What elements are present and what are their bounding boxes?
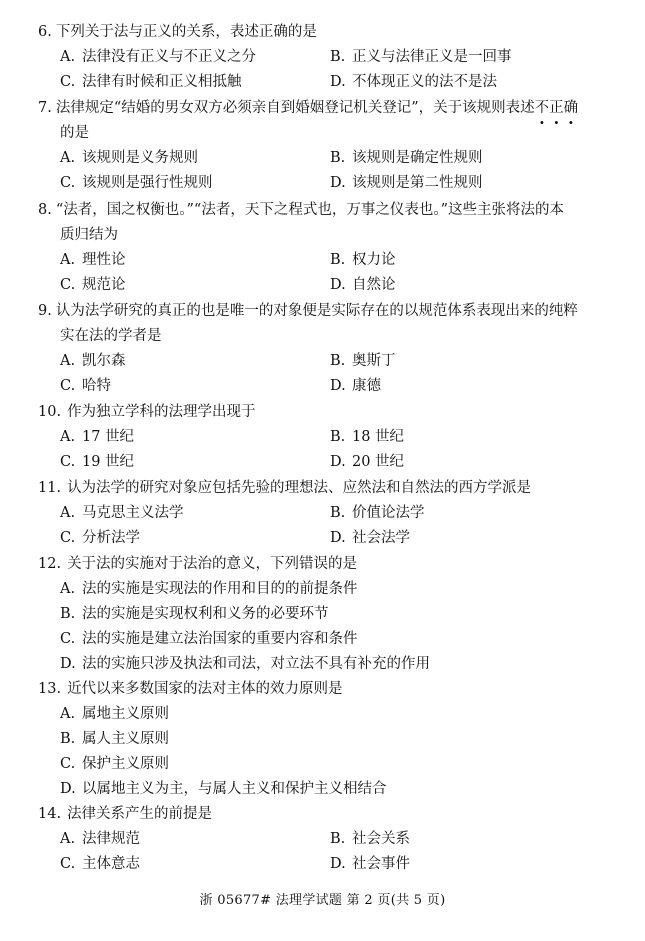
option-a bbox=[60, 248, 126, 273]
question-stem bbox=[38, 677, 608, 702]
option-row bbox=[38, 425, 608, 450]
question-text: 法律规定“结婚的男女双方必须亲自到婚姻登记机关登记”，关于该规则表述 bbox=[55, 100, 535, 116]
option-row bbox=[38, 752, 608, 777]
option-a bbox=[60, 827, 140, 852]
option-letter: A. bbox=[60, 706, 76, 722]
option-c bbox=[60, 273, 126, 298]
emphasis-char: 正 bbox=[549, 100, 564, 116]
option-letter: D. bbox=[330, 454, 346, 470]
question-12 bbox=[38, 552, 608, 677]
option-c bbox=[60, 70, 242, 95]
option-row bbox=[38, 627, 608, 652]
option-d bbox=[330, 526, 410, 551]
option-letter: B. bbox=[330, 429, 346, 445]
option-text: 主体意志 bbox=[82, 856, 140, 872]
option-d bbox=[330, 852, 410, 877]
option-b bbox=[330, 146, 483, 171]
option-text: 价值论法学 bbox=[352, 505, 425, 521]
option-row bbox=[38, 450, 608, 475]
question-14 bbox=[38, 802, 608, 877]
page-footer: 浙 05677# 法理学试题 第 2 页(共 5 页) bbox=[199, 893, 446, 908]
question-number: 11. bbox=[38, 480, 62, 496]
option-row bbox=[38, 248, 608, 273]
option-text: 该规则是强行性规则 bbox=[82, 175, 213, 191]
question-number: 14. bbox=[38, 806, 62, 822]
option-row bbox=[38, 652, 608, 677]
question-number: 10. bbox=[38, 404, 62, 420]
option-letter: D. bbox=[330, 277, 346, 293]
option-text: 该规则是第二性规则 bbox=[352, 175, 483, 191]
question-text: 认为法学研究的真正的也是唯一的对象便是实际存在的以规范体系表现出来的纯粹 bbox=[55, 303, 578, 319]
option-letter: D. bbox=[330, 856, 346, 872]
option-letter: D. bbox=[330, 175, 346, 191]
option-letter: D. bbox=[60, 656, 76, 672]
option-c bbox=[60, 752, 169, 777]
option-letter: B. bbox=[330, 49, 346, 65]
option-letter: A. bbox=[60, 429, 76, 445]
option-letter: D. bbox=[330, 378, 346, 394]
option-text: 理性论 bbox=[82, 252, 126, 268]
option-letter: B. bbox=[60, 731, 76, 747]
question-number: 8. bbox=[38, 202, 52, 218]
option-letter: C. bbox=[60, 530, 76, 546]
option-letter: A. bbox=[60, 150, 76, 166]
option-letter: C. bbox=[60, 756, 76, 772]
option-text: 法律有时候和正义相抵触 bbox=[82, 74, 242, 90]
question-number: 13. bbox=[38, 681, 62, 697]
option-c bbox=[60, 627, 358, 652]
question-8 bbox=[38, 198, 608, 298]
option-row bbox=[38, 827, 608, 852]
option-text: 社会法学 bbox=[352, 530, 410, 546]
option-a bbox=[60, 349, 126, 374]
option-text: 属人主义原则 bbox=[82, 731, 169, 747]
option-b bbox=[330, 349, 396, 374]
question-number: 12. bbox=[38, 556, 62, 572]
question-11 bbox=[38, 476, 608, 551]
question-text: 的是 bbox=[60, 125, 89, 141]
option-text: 保护主义原则 bbox=[82, 756, 169, 772]
question-10 bbox=[38, 400, 608, 475]
option-a bbox=[60, 45, 256, 70]
option-letter: A. bbox=[60, 49, 76, 65]
option-text: 18 世纪 bbox=[352, 429, 405, 445]
option-row bbox=[38, 349, 608, 374]
option-a bbox=[60, 146, 198, 171]
option-letter: A. bbox=[60, 831, 76, 847]
question-stem bbox=[38, 552, 608, 577]
question-text: “法者，国之权衡也。”“法者，天下之程式也，万事之仪表也。”这些主张将法的本 bbox=[55, 202, 564, 218]
option-text: 规范论 bbox=[82, 277, 126, 293]
option-d bbox=[330, 273, 396, 298]
option-text: 法律规范 bbox=[82, 831, 140, 847]
option-letter: B. bbox=[330, 353, 346, 369]
option-text: 17 世纪 bbox=[82, 429, 135, 445]
option-letter: B. bbox=[60, 606, 76, 622]
option-d bbox=[330, 171, 483, 196]
option-row bbox=[38, 45, 608, 70]
option-text: 20 世纪 bbox=[352, 454, 405, 470]
question-stem-line-2 bbox=[38, 121, 608, 146]
question-stem bbox=[38, 802, 608, 827]
option-c bbox=[60, 526, 140, 551]
option-a bbox=[60, 577, 358, 602]
option-letter: A. bbox=[60, 353, 76, 369]
option-text: 法的实施是建立法治国家的重要内容和条件 bbox=[82, 631, 358, 647]
question-stem-line-2 bbox=[38, 223, 608, 248]
option-text: 哈特 bbox=[82, 378, 111, 394]
option-text: 法的实施只涉及执法和司法，对立法不具有补充的作用 bbox=[82, 656, 430, 672]
option-text: 法的实施是实现法的作用和目的的前提条件 bbox=[82, 581, 358, 597]
option-row bbox=[38, 727, 608, 752]
question-text: 下列关于法与正义的关系，表述正确的是 bbox=[55, 24, 317, 40]
option-letter: C. bbox=[60, 175, 76, 191]
question-stem-line-1 bbox=[38, 198, 608, 223]
question-13 bbox=[38, 677, 608, 802]
question-text: 实在法的学者是 bbox=[60, 328, 162, 344]
option-text: 不体现正义的法不是法 bbox=[352, 74, 497, 90]
option-letter: A. bbox=[60, 252, 76, 268]
emphasis-char: 不 bbox=[534, 100, 550, 116]
question-6 bbox=[38, 20, 608, 95]
option-row bbox=[38, 577, 608, 602]
question-stem bbox=[38, 400, 608, 425]
question-text: 法律关系产生的前提是 bbox=[67, 806, 213, 822]
option-row bbox=[38, 852, 608, 877]
option-a bbox=[60, 501, 184, 526]
option-c bbox=[60, 374, 111, 399]
option-row bbox=[38, 171, 608, 196]
question-text: 关于法的实施对于法治的意义，下列错误的是 bbox=[67, 556, 358, 572]
option-row bbox=[38, 777, 608, 802]
option-row bbox=[38, 602, 608, 627]
option-letter: C. bbox=[60, 378, 76, 394]
option-c bbox=[60, 450, 134, 475]
option-row bbox=[38, 146, 608, 171]
option-row bbox=[38, 70, 608, 95]
option-c bbox=[60, 852, 140, 877]
question-stem bbox=[38, 476, 608, 501]
option-letter: D. bbox=[60, 781, 76, 797]
option-b bbox=[330, 425, 404, 450]
option-row bbox=[38, 273, 608, 298]
option-letter: C. bbox=[60, 631, 76, 647]
option-b bbox=[330, 248, 396, 273]
option-letter: C. bbox=[60, 454, 76, 470]
option-d bbox=[330, 450, 404, 475]
option-text: 以属地主义为主，与属人主义和保护主义相结合 bbox=[82, 781, 387, 797]
option-d bbox=[60, 652, 430, 677]
question-text: 认为法学的研究对象应包括先验的理想法、应然法和自然法的西方学派是 bbox=[67, 480, 532, 496]
option-letter: C. bbox=[60, 856, 76, 872]
option-letter: B. bbox=[330, 150, 346, 166]
option-text: 该规则是义务规则 bbox=[82, 150, 198, 166]
option-d bbox=[330, 70, 497, 95]
option-letter: B. bbox=[330, 505, 346, 521]
option-letter: A. bbox=[60, 581, 76, 597]
question-number: 6. bbox=[38, 24, 52, 40]
option-text: 社会事件 bbox=[352, 856, 410, 872]
question-text: 作为独立学科的法理学出现于 bbox=[67, 404, 256, 420]
option-b bbox=[330, 45, 512, 70]
option-row bbox=[38, 526, 608, 551]
option-text: 凯尔森 bbox=[82, 353, 126, 369]
option-a bbox=[60, 702, 169, 727]
option-text: 马克思主义法学 bbox=[82, 505, 184, 521]
option-text: 分析法学 bbox=[82, 530, 140, 546]
option-row bbox=[38, 374, 608, 399]
option-letter: C. bbox=[60, 74, 76, 90]
question-7 bbox=[38, 96, 608, 196]
option-letter: C. bbox=[60, 277, 76, 293]
question-9 bbox=[38, 299, 608, 399]
option-text: 正义与法律正义是一回事 bbox=[352, 49, 512, 65]
option-text: 该规则是确定性规则 bbox=[352, 150, 483, 166]
question-text: 近代以来多数国家的法对主体的效力原则是 bbox=[67, 681, 343, 697]
question-stem-line-1 bbox=[38, 96, 608, 121]
option-text: 属地主义原则 bbox=[82, 706, 169, 722]
question-stem bbox=[38, 20, 608, 45]
question-text: 质归结为 bbox=[60, 227, 118, 243]
option-text: 自然论 bbox=[352, 277, 396, 293]
option-text: 19 世纪 bbox=[82, 454, 135, 470]
option-a bbox=[60, 425, 134, 450]
question-number: 7. bbox=[38, 100, 52, 116]
option-d bbox=[60, 777, 387, 802]
option-b bbox=[60, 727, 169, 752]
option-letter: B. bbox=[330, 252, 346, 268]
question-stem-line-1 bbox=[38, 299, 608, 324]
option-text: 社会关系 bbox=[352, 831, 410, 847]
option-text: 法律没有正义与不正义之分 bbox=[82, 49, 256, 65]
option-c bbox=[60, 171, 213, 196]
option-row bbox=[38, 501, 608, 526]
option-letter: A. bbox=[60, 505, 76, 521]
option-letter: B. bbox=[330, 831, 346, 847]
option-b bbox=[60, 602, 329, 627]
question-number: 9. bbox=[38, 303, 52, 319]
option-text: 权力论 bbox=[352, 252, 396, 268]
option-text: 康德 bbox=[352, 378, 381, 394]
option-b bbox=[330, 827, 410, 852]
option-text: 奥斯丁 bbox=[352, 353, 396, 369]
option-b bbox=[330, 501, 425, 526]
question-stem-line-2 bbox=[38, 324, 608, 349]
option-row bbox=[38, 702, 608, 727]
emphasis-char: 确 bbox=[563, 100, 579, 116]
option-letter: D. bbox=[330, 530, 346, 546]
option-text: 法的实施是实现权利和义务的必要环节 bbox=[82, 606, 329, 622]
option-d bbox=[330, 374, 381, 399]
option-letter: D. bbox=[330, 74, 346, 90]
